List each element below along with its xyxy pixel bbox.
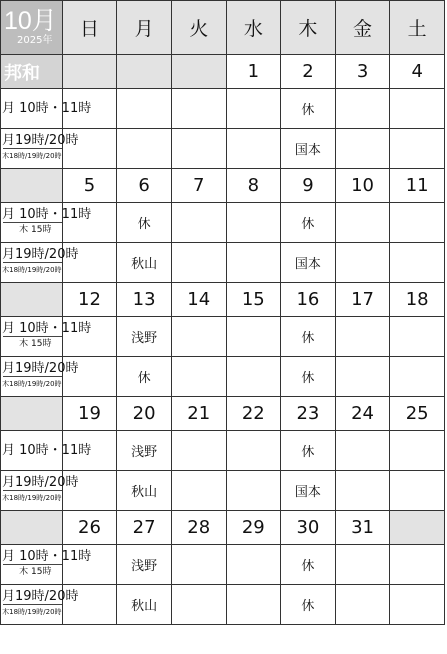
slot-cell: 休	[281, 89, 336, 129]
time-slot-label	[1, 203, 92, 243]
date-cell: 26	[62, 511, 117, 545]
time-slot-row	[1, 471, 445, 511]
slot-cell	[226, 243, 281, 283]
slot-cell: 浅野	[117, 317, 172, 357]
slot-cell	[390, 585, 445, 625]
date-cell: 22	[226, 397, 281, 431]
slot-cell	[335, 317, 390, 357]
slot-cell: 休	[281, 585, 336, 625]
slot-label-line1: 月19時/20時	[2, 247, 79, 262]
slot-cell	[171, 89, 226, 129]
time-slot-row	[1, 585, 445, 625]
date-cell: 3	[335, 55, 390, 89]
slot-cell	[171, 585, 226, 625]
slot-cell	[390, 89, 445, 129]
year-label: 2025年	[17, 35, 53, 46]
week-label-cell	[1, 283, 63, 317]
slot-cell: 国本	[281, 471, 336, 511]
weekday-wed: 水	[226, 1, 281, 55]
time-slot-row	[1, 89, 445, 129]
date-cell: 6	[117, 169, 172, 203]
slot-cell: 国本	[281, 129, 336, 169]
slot-label-line2: 木 15時	[19, 225, 52, 235]
slot-label-line2: 木 15時	[19, 567, 52, 577]
slot-cell	[335, 357, 390, 397]
date-cell: 27	[117, 511, 172, 545]
date-cell: 11	[390, 169, 445, 203]
date-cell: 13	[117, 283, 172, 317]
slot-label-divider	[3, 336, 62, 337]
slot-cell: 秋山	[117, 243, 172, 283]
time-slot-row	[1, 357, 445, 397]
slot-cell	[390, 317, 445, 357]
slot-cell: 休	[117, 357, 172, 397]
slot-cell: 秋山	[117, 471, 172, 511]
slot-label-line2: 木18時/19時/20時	[2, 494, 62, 502]
date-cell	[117, 55, 172, 89]
slot-label-line2: 木18時/19時/20時	[2, 152, 62, 160]
time-slot-row	[1, 545, 445, 585]
date-cell	[171, 55, 226, 89]
slot-label-line1: 月 10時・11時	[2, 443, 92, 458]
slot-label-line1: 月19時/20時	[2, 133, 79, 148]
time-slot-label	[1, 471, 79, 511]
time-slot-row	[1, 317, 445, 357]
date-cell: 14	[171, 283, 226, 317]
slot-cell	[390, 545, 445, 585]
slot-cell	[335, 471, 390, 511]
slot-cell	[171, 129, 226, 169]
slot-cell	[171, 545, 226, 585]
weekday-sat: 土	[390, 1, 445, 55]
slot-cell	[335, 243, 390, 283]
time-slot-label	[1, 89, 92, 129]
slot-label-divider	[3, 262, 62, 263]
slot-cell: 浅野	[117, 431, 172, 471]
weekday-fri: 金	[335, 1, 390, 55]
date-cell: 8	[226, 169, 281, 203]
weekday-sun: 日	[62, 1, 117, 55]
date-cell: 16	[281, 283, 336, 317]
slot-cell: 浅野	[117, 545, 172, 585]
slot-cell: 休	[281, 357, 336, 397]
slot-label-line1: 月 10時・11時	[2, 321, 92, 336]
slot-cell	[171, 357, 226, 397]
date-cell	[62, 55, 117, 89]
slot-cell	[226, 431, 281, 471]
date-cell: 31	[335, 511, 390, 545]
date-cell	[390, 511, 445, 545]
date-cell: 18	[390, 283, 445, 317]
slot-cell: 休	[117, 203, 172, 243]
time-slot-row	[1, 431, 445, 471]
weekday-thu: 木	[281, 1, 336, 55]
date-row	[1, 283, 445, 317]
week-label-cell	[1, 511, 63, 545]
slot-cell	[171, 471, 226, 511]
slot-label-line1: 月 10時・11時	[2, 101, 92, 116]
time-slot-label	[1, 129, 79, 169]
slot-cell	[335, 431, 390, 471]
month-label: 10月	[4, 7, 57, 35]
week-label-cell	[1, 397, 63, 431]
slot-cell	[171, 243, 226, 283]
date-cell: 29	[226, 511, 281, 545]
slot-label-line1: 月19時/20時	[2, 475, 79, 490]
slot-label-divider	[3, 490, 62, 491]
week-label-cell	[1, 169, 63, 203]
slot-cell: 休	[281, 203, 336, 243]
slot-cell	[335, 545, 390, 585]
date-row	[1, 55, 445, 89]
slot-label-line1: 月 10時・11時	[2, 549, 92, 564]
month-year-cell	[1, 1, 63, 55]
weekday-mon: 月	[117, 1, 172, 55]
slot-cell	[390, 431, 445, 471]
time-slot-label	[1, 585, 79, 625]
slot-label-line2: 木18時/19時/20時	[2, 608, 62, 616]
slot-label-divider	[3, 604, 62, 605]
slot-label-line2: 木18時/19時/20時	[2, 266, 62, 274]
slot-cell: 休	[281, 431, 336, 471]
time-slot-row	[1, 203, 445, 243]
slot-label-divider	[3, 564, 62, 565]
slot-cell	[117, 129, 172, 169]
time-slot-row	[1, 129, 445, 169]
date-cell: 19	[62, 397, 117, 431]
date-cell: 15	[226, 283, 281, 317]
slot-label-divider	[3, 148, 62, 149]
slot-cell	[226, 203, 281, 243]
date-cell: 7	[171, 169, 226, 203]
slot-cell	[117, 89, 172, 129]
first-row-label: 邦和	[1, 55, 63, 89]
date-cell: 1	[226, 55, 281, 89]
slot-cell: 休	[281, 317, 336, 357]
slot-label-line1: 月19時/20時	[2, 589, 79, 604]
slot-cell: 秋山	[117, 585, 172, 625]
date-cell: 23	[281, 397, 336, 431]
date-row	[1, 169, 445, 203]
time-slot-label	[1, 317, 92, 357]
date-cell: 10	[335, 169, 390, 203]
time-slot-label	[1, 545, 92, 585]
slot-label-line1: 月 10時・11時	[2, 207, 92, 222]
time-slot-label	[1, 243, 79, 283]
slot-cell	[171, 317, 226, 357]
slot-cell: 国本	[281, 243, 336, 283]
time-slot-label	[1, 357, 79, 397]
slot-cell	[171, 203, 226, 243]
slot-cell	[226, 129, 281, 169]
slot-label-line1: 月19時/20時	[2, 361, 79, 376]
slot-cell	[226, 357, 281, 397]
slot-cell	[226, 545, 281, 585]
slot-cell	[390, 203, 445, 243]
date-cell: 9	[281, 169, 336, 203]
slot-cell	[335, 129, 390, 169]
time-slot-label	[1, 431, 92, 471]
slot-label-divider	[3, 222, 62, 223]
slot-cell	[226, 317, 281, 357]
slot-cell	[226, 585, 281, 625]
slot-cell	[171, 431, 226, 471]
slot-cell	[226, 89, 281, 129]
date-cell: 12	[62, 283, 117, 317]
date-cell: 17	[335, 283, 390, 317]
date-cell: 4	[390, 55, 445, 89]
weekday-tue: 火	[171, 1, 226, 55]
slot-cell	[226, 471, 281, 511]
date-row	[1, 397, 445, 431]
date-cell: 24	[335, 397, 390, 431]
slot-cell: 休	[281, 545, 336, 585]
slot-cell	[335, 203, 390, 243]
slot-cell	[390, 357, 445, 397]
slot-label-divider	[3, 376, 62, 377]
slot-cell	[335, 89, 390, 129]
date-cell: 28	[171, 511, 226, 545]
date-cell: 2	[281, 55, 336, 89]
date-cell: 5	[62, 169, 117, 203]
date-cell: 21	[171, 397, 226, 431]
date-cell: 20	[117, 397, 172, 431]
date-row	[1, 511, 445, 545]
slot-cell	[390, 243, 445, 283]
weekday-header-row	[1, 1, 445, 55]
slot-cell	[390, 471, 445, 511]
slot-label-line2: 木18時/19時/20時	[2, 380, 62, 388]
slot-label-line2: 木 15時	[19, 339, 52, 349]
slot-cell	[335, 585, 390, 625]
time-slot-row	[1, 243, 445, 283]
slot-cell	[390, 129, 445, 169]
date-cell: 30	[281, 511, 336, 545]
date-cell: 25	[390, 397, 445, 431]
